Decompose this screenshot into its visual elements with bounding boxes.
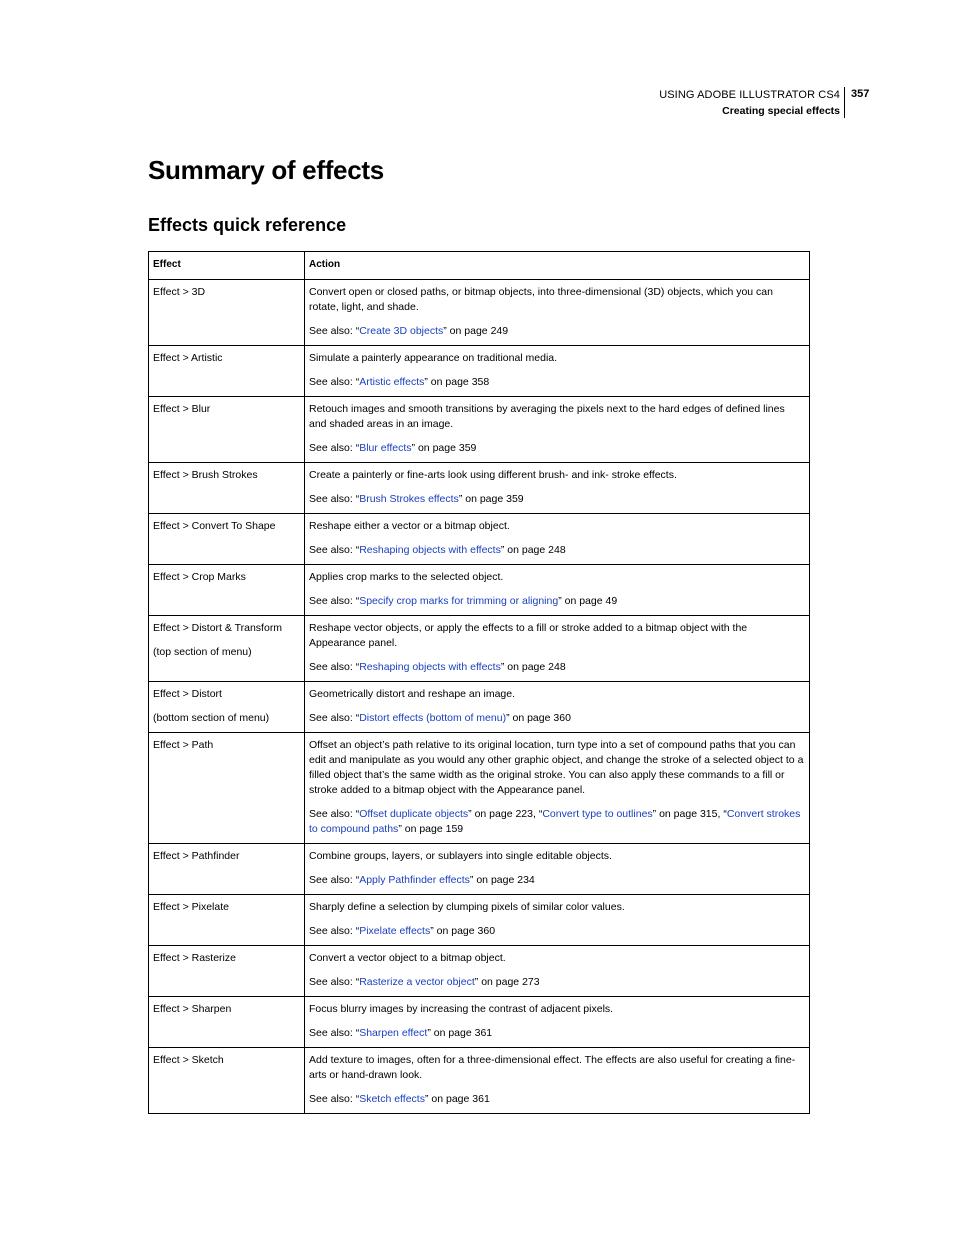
on-page-label: on page (507, 544, 546, 556)
on-page-label: on page (507, 661, 546, 673)
action-cell (305, 514, 810, 565)
effect-menu-note: (bottom section of menu) (153, 712, 270, 724)
cross-reference-link[interactable]: Reshaping objects with effects (359, 544, 501, 556)
on-page-label: on page (481, 976, 520, 988)
cross-reference-link[interactable]: Distort effects (bottom of menu) (359, 712, 507, 724)
action-cell (305, 397, 810, 463)
cross-reference-link[interactable]: Create 3D objects (359, 325, 444, 337)
page-reference: 359 (458, 442, 477, 454)
table-row (149, 895, 810, 946)
effect-cell (149, 397, 305, 463)
see-also: See also: “Distort effects (bottom of menu)” on page 360 (309, 712, 571, 724)
effect-menu-path: Effect > Pixelate (153, 901, 229, 913)
see-also-label: See also: (309, 1093, 356, 1105)
page-reference: 359 (506, 493, 524, 505)
effect-menu-path: Effect > Artistic (153, 352, 223, 364)
chapter-title: Creating special effects (722, 105, 840, 117)
action-description: Applies crop marks to the selected object. (309, 571, 504, 583)
effect-cell (149, 997, 305, 1048)
see-also-label: See also: (309, 376, 356, 388)
section-title: Effects quick reference (148, 215, 347, 235)
table-header-row (149, 252, 810, 280)
table-row (149, 997, 810, 1048)
effect-menu-path: Effect > Pathfinder (153, 850, 240, 862)
see-also-label: See also: (309, 595, 356, 607)
action-cell (305, 946, 810, 997)
effect-cell (149, 463, 305, 514)
on-page-label: on page (476, 874, 515, 886)
on-page-label: on page (564, 595, 603, 607)
action-description: Focus blurry images by increasing the contrast of adjacent pixels. (309, 1003, 614, 1015)
effect-cell (149, 1048, 305, 1114)
see-also: See also: “Sketch effects” on page 361 (309, 1093, 490, 1105)
action-description: Retouch images and smooth transitions by averaging the pixels next to the hard edges of defined lines and shaded areas in an image. (309, 403, 785, 430)
page-reference: 234 (517, 874, 535, 886)
see-also: See also: “Sharpen effect” on page 361 (309, 1027, 493, 1039)
page-reference: 361 (474, 1027, 493, 1039)
table-row (149, 844, 810, 895)
page-reference: 358 (471, 376, 490, 388)
cross-reference-link[interactable]: Offset duplicate objects (359, 808, 469, 820)
see-also-label: See also: (309, 925, 356, 937)
action-description: Create a painterly or fine-arts look using different brush- and ink- stroke effects. (309, 469, 677, 481)
effect-cell (149, 895, 305, 946)
cross-reference-link[interactable]: Rasterize a vector object (359, 976, 475, 988)
table-row (149, 514, 810, 565)
on-page-label: on page (474, 808, 513, 820)
see-also: See also: “Offset duplicate objects” on page 223, “Convert type to outlines” on page 315, “Convert strokes to compound paths” on page 159 (309, 808, 801, 835)
effect-menu-note: (top section of menu) (153, 646, 252, 658)
see-also-label: See also: (309, 712, 356, 724)
action-description: Offset an object’s path relative to its original location, turn type into a set of compound paths that you can edit and manipulate as you would any other graphic object, and change the stroke of a selected object to a filled object that’s the same width as the original stroke. You can also apply these commands to a fill or stroke added to a bitmap object with the Appearance panel. (309, 739, 804, 796)
action-description: Reshape either a vector or a bitmap object. (309, 520, 510, 532)
table-row (149, 397, 810, 463)
table-row (149, 565, 810, 616)
table-row (149, 1048, 810, 1114)
column-header-action: Action (305, 252, 810, 280)
see-also: See also: “Pixelate effects” on page 360 (309, 925, 496, 937)
cross-reference-link[interactable]: Reshaping objects with effects (359, 661, 501, 673)
action-cell (305, 844, 810, 895)
page-reference: 360 (553, 712, 571, 724)
table-body (149, 280, 810, 1114)
on-page-label: on page (465, 493, 504, 505)
page-number: 357 (844, 87, 869, 118)
see-also-label: See also: (309, 661, 356, 673)
cross-reference-link[interactable]: Convert type to outlines (542, 808, 653, 820)
action-cell (305, 895, 810, 946)
page-reference: 49 (605, 595, 618, 607)
effect-menu-path: Effect > Distort (153, 688, 222, 700)
cross-reference-link[interactable]: Pixelate effects (359, 925, 431, 937)
page-reference: 360 (477, 925, 496, 937)
on-page-label: on page (417, 442, 456, 454)
action-description: Convert a vector object to a bitmap object. (309, 952, 506, 964)
effect-menu-path: Effect > Rasterize (153, 952, 236, 964)
effect-menu-path: Effect > Sketch (153, 1054, 224, 1066)
page-reference: 248 (548, 544, 566, 556)
action-description: Add texture to images, often for a three-dimensional effect. The effects are also useful for creating a fine-arts or hand-drawn look. (309, 1054, 796, 1081)
effect-menu-path: Effect > Blur (153, 403, 211, 415)
on-page-label: on page (436, 925, 475, 937)
on-page-label: on page (433, 1027, 472, 1039)
effect-cell (149, 514, 305, 565)
effects-reference-table (148, 251, 810, 1114)
on-page-label: on page (430, 376, 469, 388)
effect-menu-path: Effect > Distort & Transform (153, 622, 283, 634)
action-cell (305, 565, 810, 616)
effect-cell (149, 733, 305, 844)
effect-cell (149, 946, 305, 997)
action-description: Geometrically distort and reshape an image. (309, 688, 516, 700)
effect-menu-path: Effect > Sharpen (153, 1003, 232, 1015)
action-cell (305, 346, 810, 397)
page-reference: 248 (548, 661, 566, 673)
action-cell (305, 733, 810, 844)
cross-reference-link[interactable]: Sharpen effect (359, 1027, 428, 1039)
page-title: Summary of effects (148, 155, 384, 185)
see-also-label: See also: (309, 976, 356, 988)
table-row (149, 616, 810, 682)
cross-reference-link[interactable]: Sketch effects (359, 1093, 425, 1105)
effect-cell (149, 844, 305, 895)
effect-cell (149, 280, 305, 346)
see-also: See also: “Reshaping objects with effects” on page 248 (309, 544, 566, 556)
see-also: See also: “Create 3D objects” on page 249 (309, 325, 509, 337)
see-also: See also: “Reshaping objects with effects” on page 248 (309, 661, 566, 673)
action-cell (305, 1048, 810, 1114)
page-reference: 273 (522, 976, 540, 988)
see-also-label: See also: (309, 874, 356, 886)
see-also-label: See also: (309, 808, 356, 820)
cross-reference-link[interactable]: Artistic effects (359, 376, 425, 388)
page-reference: 315 (699, 808, 718, 820)
action-description: Combine groups, layers, or sublayers into single editable objects. (309, 850, 612, 862)
action-description: Simulate a painterly appearance on traditional media. (309, 352, 558, 364)
table-row (149, 946, 810, 997)
effect-cell (149, 616, 305, 682)
page-reference: 249 (490, 325, 509, 337)
cross-reference-link[interactable]: Convert strokes to compound paths (309, 808, 801, 835)
on-page-label: on page (404, 823, 443, 835)
action-description: Sharply define a selection by clumping pixels of similar color values. (309, 901, 625, 913)
cross-reference-link[interactable]: Brush Strokes effects (359, 493, 459, 505)
see-also: See also: “Blur effects” on page 359 (309, 442, 477, 454)
on-page-label: on page (449, 325, 488, 337)
column-header-effect: Effect (149, 252, 305, 280)
page-reference: 361 (472, 1093, 490, 1105)
cross-reference-link[interactable]: Specify crop marks for trimming or aligning (359, 595, 559, 607)
cross-reference-link[interactable]: Apply Pathfinder effects (359, 874, 470, 886)
see-also-label: See also: (309, 544, 356, 556)
action-description: Reshape vector objects, or apply the effects to a fill or stroke added to a bitmap object with the Appearance panel. (309, 622, 748, 649)
effect-cell (149, 565, 305, 616)
table-row (149, 280, 810, 346)
see-also: See also: “Rasterize a vector object” on page 273 (309, 976, 540, 988)
see-also-label: See also: (309, 325, 356, 337)
running-header (659, 87, 840, 119)
action-cell (305, 616, 810, 682)
page-reference: 159 (445, 823, 464, 835)
see-also: See also: “Specify crop marks for trimming or aligning” on page 49 (309, 595, 618, 607)
book-title: USING ADOBE ILLUSTRATOR CS4 (659, 89, 840, 101)
table-row (149, 463, 810, 514)
table-row (149, 733, 810, 844)
action-description: Convert open or closed paths, or bitmap objects, into three-dimensional (3D) objects, which you can rotate, light, and shade. (309, 286, 773, 313)
action-cell (305, 463, 810, 514)
on-page-label: on page (512, 712, 551, 724)
action-cell (305, 682, 810, 733)
effect-menu-path: Effect > 3D (153, 286, 206, 298)
see-also-label: See also: (309, 1027, 356, 1039)
page-reference: 223 (515, 808, 533, 820)
effect-menu-path: Effect > Convert To Shape (153, 520, 276, 532)
table-row (149, 682, 810, 733)
effect-menu-path: Effect > Crop Marks (153, 571, 246, 583)
effect-cell (149, 682, 305, 733)
see-also: See also: “Apply Pathfinder effects” on page 234 (309, 874, 535, 886)
on-page-label: on page (659, 808, 698, 820)
action-cell (305, 997, 810, 1048)
see-also-label: See also: (309, 493, 356, 505)
table-row (149, 346, 810, 397)
on-page-label: on page (431, 1093, 470, 1105)
effect-cell (149, 346, 305, 397)
action-cell (305, 280, 810, 346)
cross-reference-link[interactable]: Blur effects (359, 442, 412, 454)
see-also: See also: “Artistic effects” on page 358 (309, 376, 490, 388)
see-also: See also: “Brush Strokes effects” on page 359 (309, 493, 524, 505)
effect-menu-path: Effect > Brush Strokes (153, 469, 258, 481)
effect-menu-path: Effect > Path (153, 739, 214, 751)
see-also-label: See also: (309, 442, 356, 454)
